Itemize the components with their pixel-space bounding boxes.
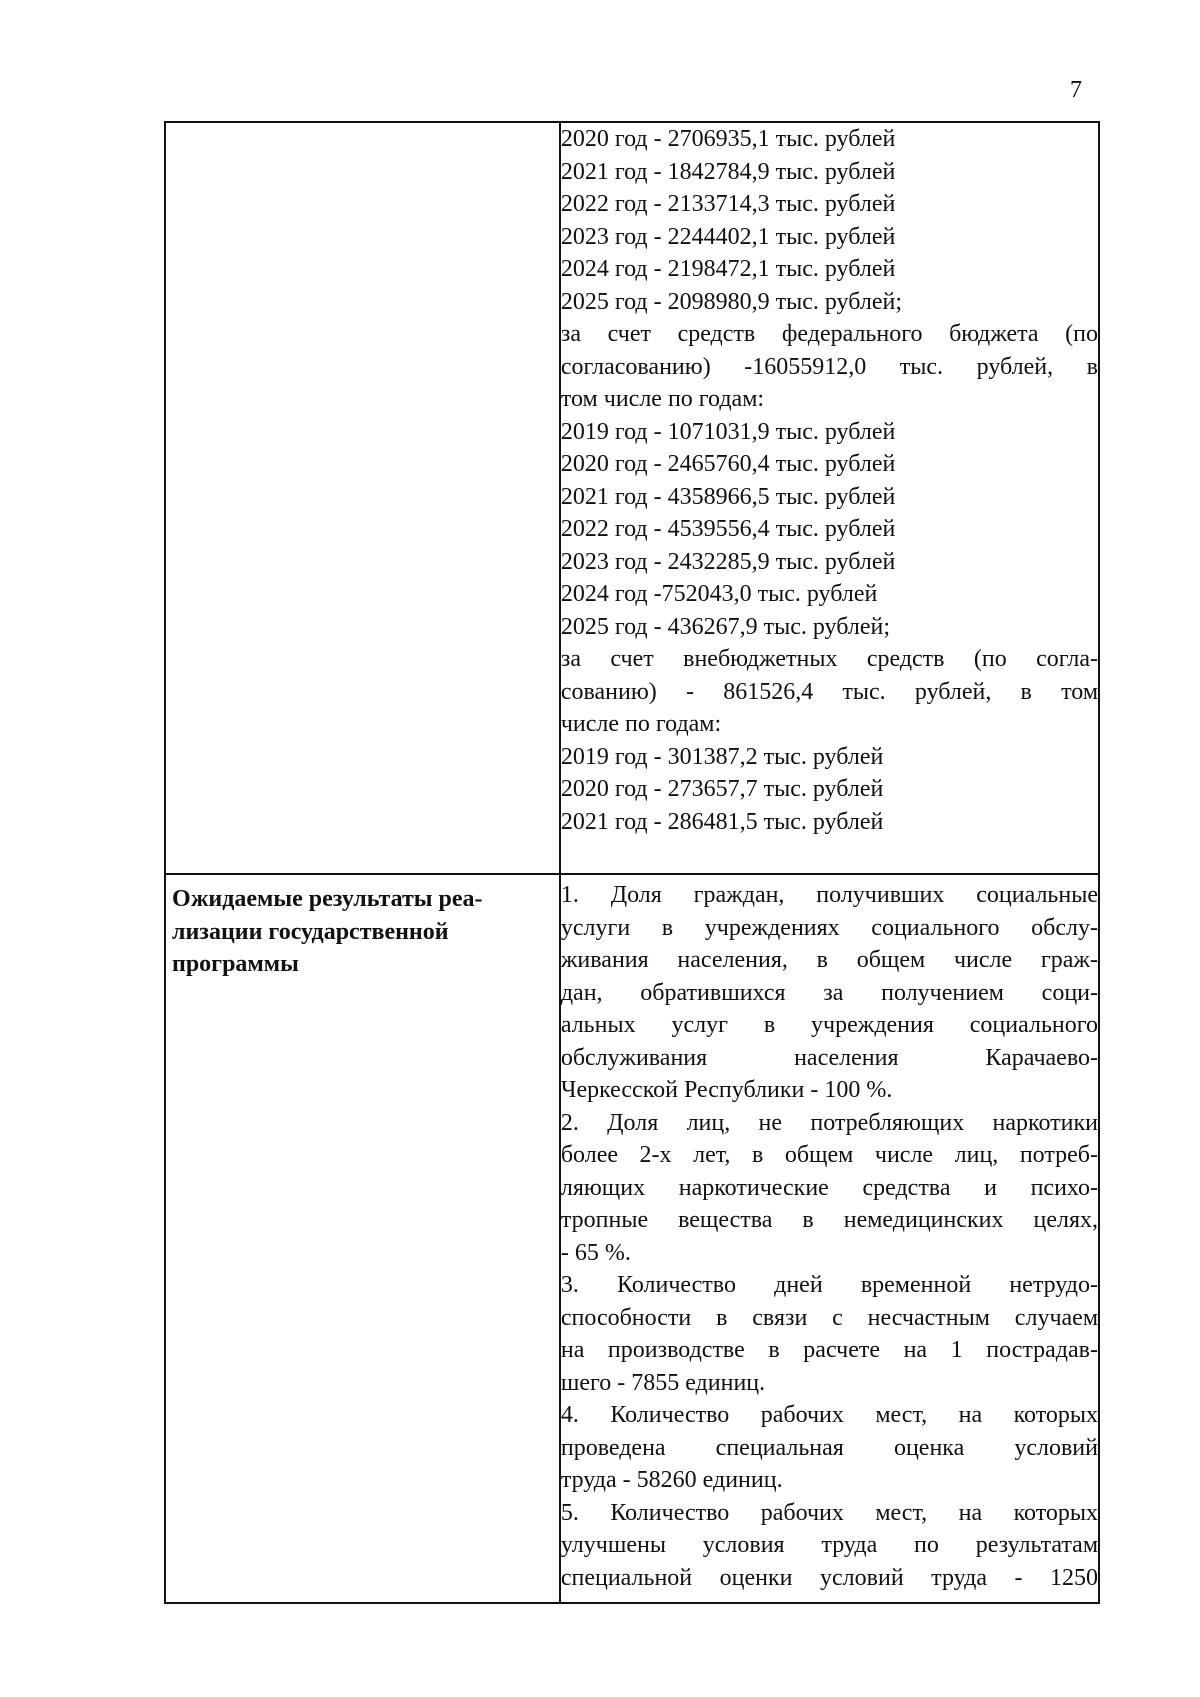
funding-value-cell [560, 122, 1099, 874]
results-label-line: лизации государственной [172, 918, 449, 945]
federal-line: 2025 год - 436267,9 тыс. рублей; [560, 613, 890, 640]
federal-line: 2020 год - 2465760,4 тыс. рублей [560, 451, 896, 477]
funding-line: 2025 год - 2098980,9 тыс. рублей; [560, 288, 902, 315]
results-line: на производстве в расчете на 1 пострадав- [560, 1337, 1098, 1363]
results-line: обслуживания населения Карачаево- [560, 1044, 1098, 1071]
table-row-results [165, 874, 1099, 1603]
extrabudget-intro-line: сованию) - 861526,4 тыс. рублей, в том [560, 678, 1098, 705]
results-line: услуги в учреждениях социального обслу- [560, 914, 1098, 941]
results-line: труда - 58260 единиц. [560, 1467, 783, 1493]
table-row-funding [165, 122, 1099, 874]
federal-line: 2022 год - 4539556,4 тыс. рублей [560, 516, 896, 542]
results-label-line: программы [172, 951, 299, 977]
results-line: Черкесской Республики - 100 %. [560, 1077, 893, 1103]
results-line: альных услуг в учреждения социального [560, 1012, 1098, 1038]
results-line: шего - 7855 единиц. [560, 1369, 766, 1396]
results-line: 5. Количество рабочих мест, на которых [560, 1499, 1098, 1526]
federal-line: 2023 год - 2432285,9 тыс. рублей [560, 548, 896, 575]
results-line: 2. Доля лиц, не потребляющих наркотики [560, 1109, 1098, 1136]
federal-intro-line: том числе по годам: [560, 386, 765, 412]
results-line: тропные вещества в немедицинских целях, [560, 1207, 1098, 1233]
results-value-cell [560, 874, 1099, 1603]
extrabudget-intro-line: за счет внебюджетных средств (по согла- [560, 646, 1098, 672]
results-line: более 2-х лет, в общем числе лиц, потреб- [560, 1142, 1098, 1168]
results-line: специальной оценки условий труда - 1250 [560, 1564, 1098, 1591]
federal-line: 2021 год - 4358966,5 тыс. рублей [560, 483, 896, 510]
funding-text [561, 123, 1098, 838]
results-line: 4. Количество рабочих мест, на которых [560, 1402, 1098, 1428]
page-number: 7 [1070, 77, 1082, 103]
federal-intro-line: согласованию) -16055912,0 тыс. рублей, в [560, 353, 1098, 380]
extrabudget-intro-line: числе по годам: [560, 711, 722, 737]
funding-label-cell [165, 122, 560, 874]
extrabudget-line: 2021 год - 286481,5 тыс. рублей [560, 808, 884, 835]
funding-line: 2020 год - 2706935,1 тыс. рублей [560, 126, 896, 152]
funding-line: 2021 год - 1842784,9 тыс. рублей [560, 158, 896, 185]
results-line: 3. Количество дней временной нетрудо- [560, 1272, 1098, 1298]
federal-line: 2024 год -752043,0 тыс. рублей [560, 581, 878, 607]
funding-line: 2023 год - 2244402,1 тыс. рублей [560, 223, 896, 250]
results-label-line: Ожидаемые результаты реа- [172, 886, 483, 912]
results-line: улучшены условия труда по результатам [560, 1532, 1098, 1558]
results-label-cell [165, 874, 560, 1603]
results-line: живания населения, в общем числе граж- [560, 947, 1098, 973]
results-line: проведена специальная оценка условий [560, 1434, 1098, 1461]
funding-line: 2022 год - 2133714,3 тыс. рублей [560, 191, 896, 217]
federal-intro-line: за счет средств федерального бюджета (по [560, 321, 1098, 347]
extrabudget-line: 2020 год - 273657,7 тыс. рублей [560, 776, 884, 802]
results-line: ляющих наркотические средства и психо- [560, 1174, 1098, 1201]
results-label [166, 881, 559, 981]
program-passport-table [164, 121, 1100, 1604]
funding-line: 2024 год - 2198472,1 тыс. рублей [560, 256, 896, 282]
results-text [561, 879, 1098, 1594]
results-line: - 65 %. [560, 1239, 631, 1266]
federal-line: 2019 год - 1071031,9 тыс. рублей [560, 418, 896, 445]
results-line: 1. Доля граждан, получивших социальные [560, 882, 1098, 908]
results-line: способности в связи с несчастным случаем [560, 1304, 1098, 1331]
extrabudget-line: 2019 год - 301387,2 тыс. рублей [560, 743, 884, 770]
results-line: дан, обратившихся за получением соци- [560, 979, 1098, 1006]
